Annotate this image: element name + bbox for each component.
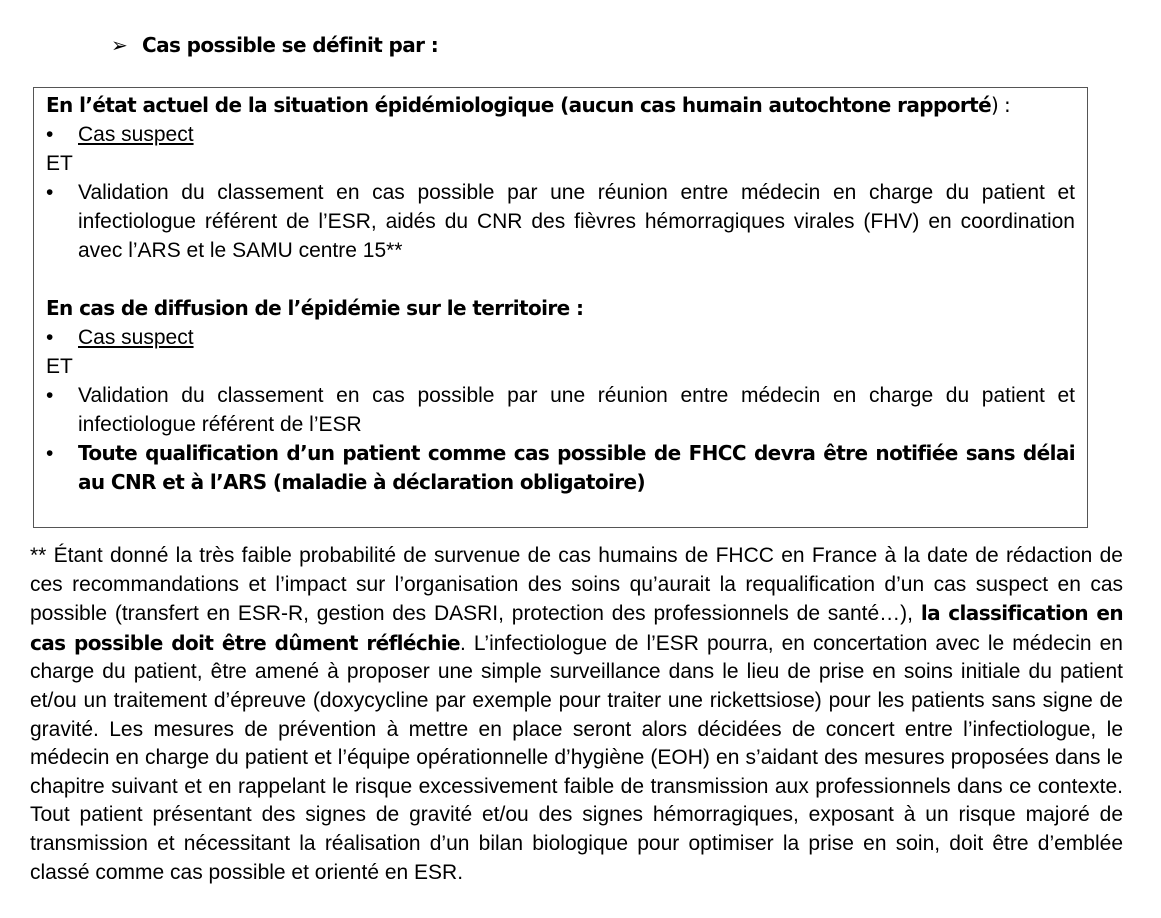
footnote-paragraph: [30, 542, 1123, 887]
spacer: [46, 265, 1075, 294]
section1-bullet-validation: [46, 178, 1075, 265]
footnote-bold-text: la classification en cas possible doit être dûment réfléchie: [30, 601, 1123, 655]
section2-title: En cas de diffusion de l’épidémie sur le territoire :: [46, 296, 584, 320]
section2-bullet-validation: [46, 381, 1075, 439]
footnote-marker: **: [30, 544, 47, 567]
bullet-dot-icon: •: [46, 442, 54, 465]
section2-bullet-suspect: [46, 323, 1075, 352]
bullet-dot-icon: •: [46, 384, 54, 407]
bullet-dot-icon: •: [46, 326, 54, 349]
section-heading-text: Cas possible se définit par :: [142, 33, 439, 57]
footnote-text-part2: . L’infectiologue de l’ESR pourra, en concertation avec le médecin en charge du patient, être amené à proposer une simple surveillance dans le lieu de prise en soins initiale du patient et/ou un traitement d’épreuve (doxycycline par exemple pour traiter une rickettsiose) pour les patients sans signe de gravité. Les mesures de prévention à mettre en place seront alors décidées de concert entre l’infectiologue, le médecin en charge du patient et l’équipe opérationnelle d’hygiène (EOH) en s’aidant des mesures proposées dans le chapitre suivant et en rappelant le risque excessivement faible de transmission aux professionnels dans ce contexte. Tout patient présentant des signes de gravité et/ou des signes hémorragiques, exposant à un risque majoré de transmission et nécessitant la réalisation d’un bilan biologique pour optimiser la prise en soin, doit être d’emblée classé comme cas possible et orienté en ESR.: [30, 631, 1123, 884]
section2-notification-text: Toute qualification d’un patient comme cas possible de FHCC devra être notifiée sans délai au CNR et à l’ARS (maladie à déclaration obligatoire): [78, 441, 1075, 494]
section-heading: [111, 31, 438, 60]
section2-suspect-text: Cas suspect: [78, 326, 194, 349]
section1-suspect-text: Cas suspect: [78, 123, 194, 146]
bullet-dot-icon: •: [46, 181, 54, 204]
definition-box: [33, 87, 1088, 528]
section2-bullet-notification: [46, 439, 1075, 497]
section2-connector: ET: [46, 355, 73, 378]
bullet-dot-icon: •: [46, 123, 54, 146]
section1-bullet-suspect: [46, 120, 1075, 149]
footnote-text-part1: Étant donné la très faible probabilité de survenue de cas humains de FHCC en France à la date de rédaction de ces recommandations et l’impact sur l’organisation des soins qu’aurait la requalification d’un cas suspect en cas possible (transfert en ESR-R, gestion des DASRI, protection des professionnels de santé…),: [30, 544, 1123, 626]
section1-connector: ET: [46, 152, 73, 175]
section1-validation-text: Validation du classement en cas possible par une réunion entre médecin en charge du patient et infectiologue référent de l’ESR, aidés du CNR des fièvres hémorragiques virales (FHV) en coordination avec l’ARS et le SAMU centre 15**: [78, 181, 1075, 262]
section1-title-tail: ) :: [991, 93, 1011, 117]
arrow-bullet-icon: ➢: [111, 33, 128, 57]
section2-validation-text: Validation du classement en cas possible par une réunion entre médecin en charge du patient et infectiologue référent de l’ESR: [78, 384, 1075, 436]
section1-title: [46, 91, 1075, 120]
section1-title-bold: En l’état actuel de la situation épidémiologique (aucun cas humain autochtone rapporté: [46, 93, 992, 117]
